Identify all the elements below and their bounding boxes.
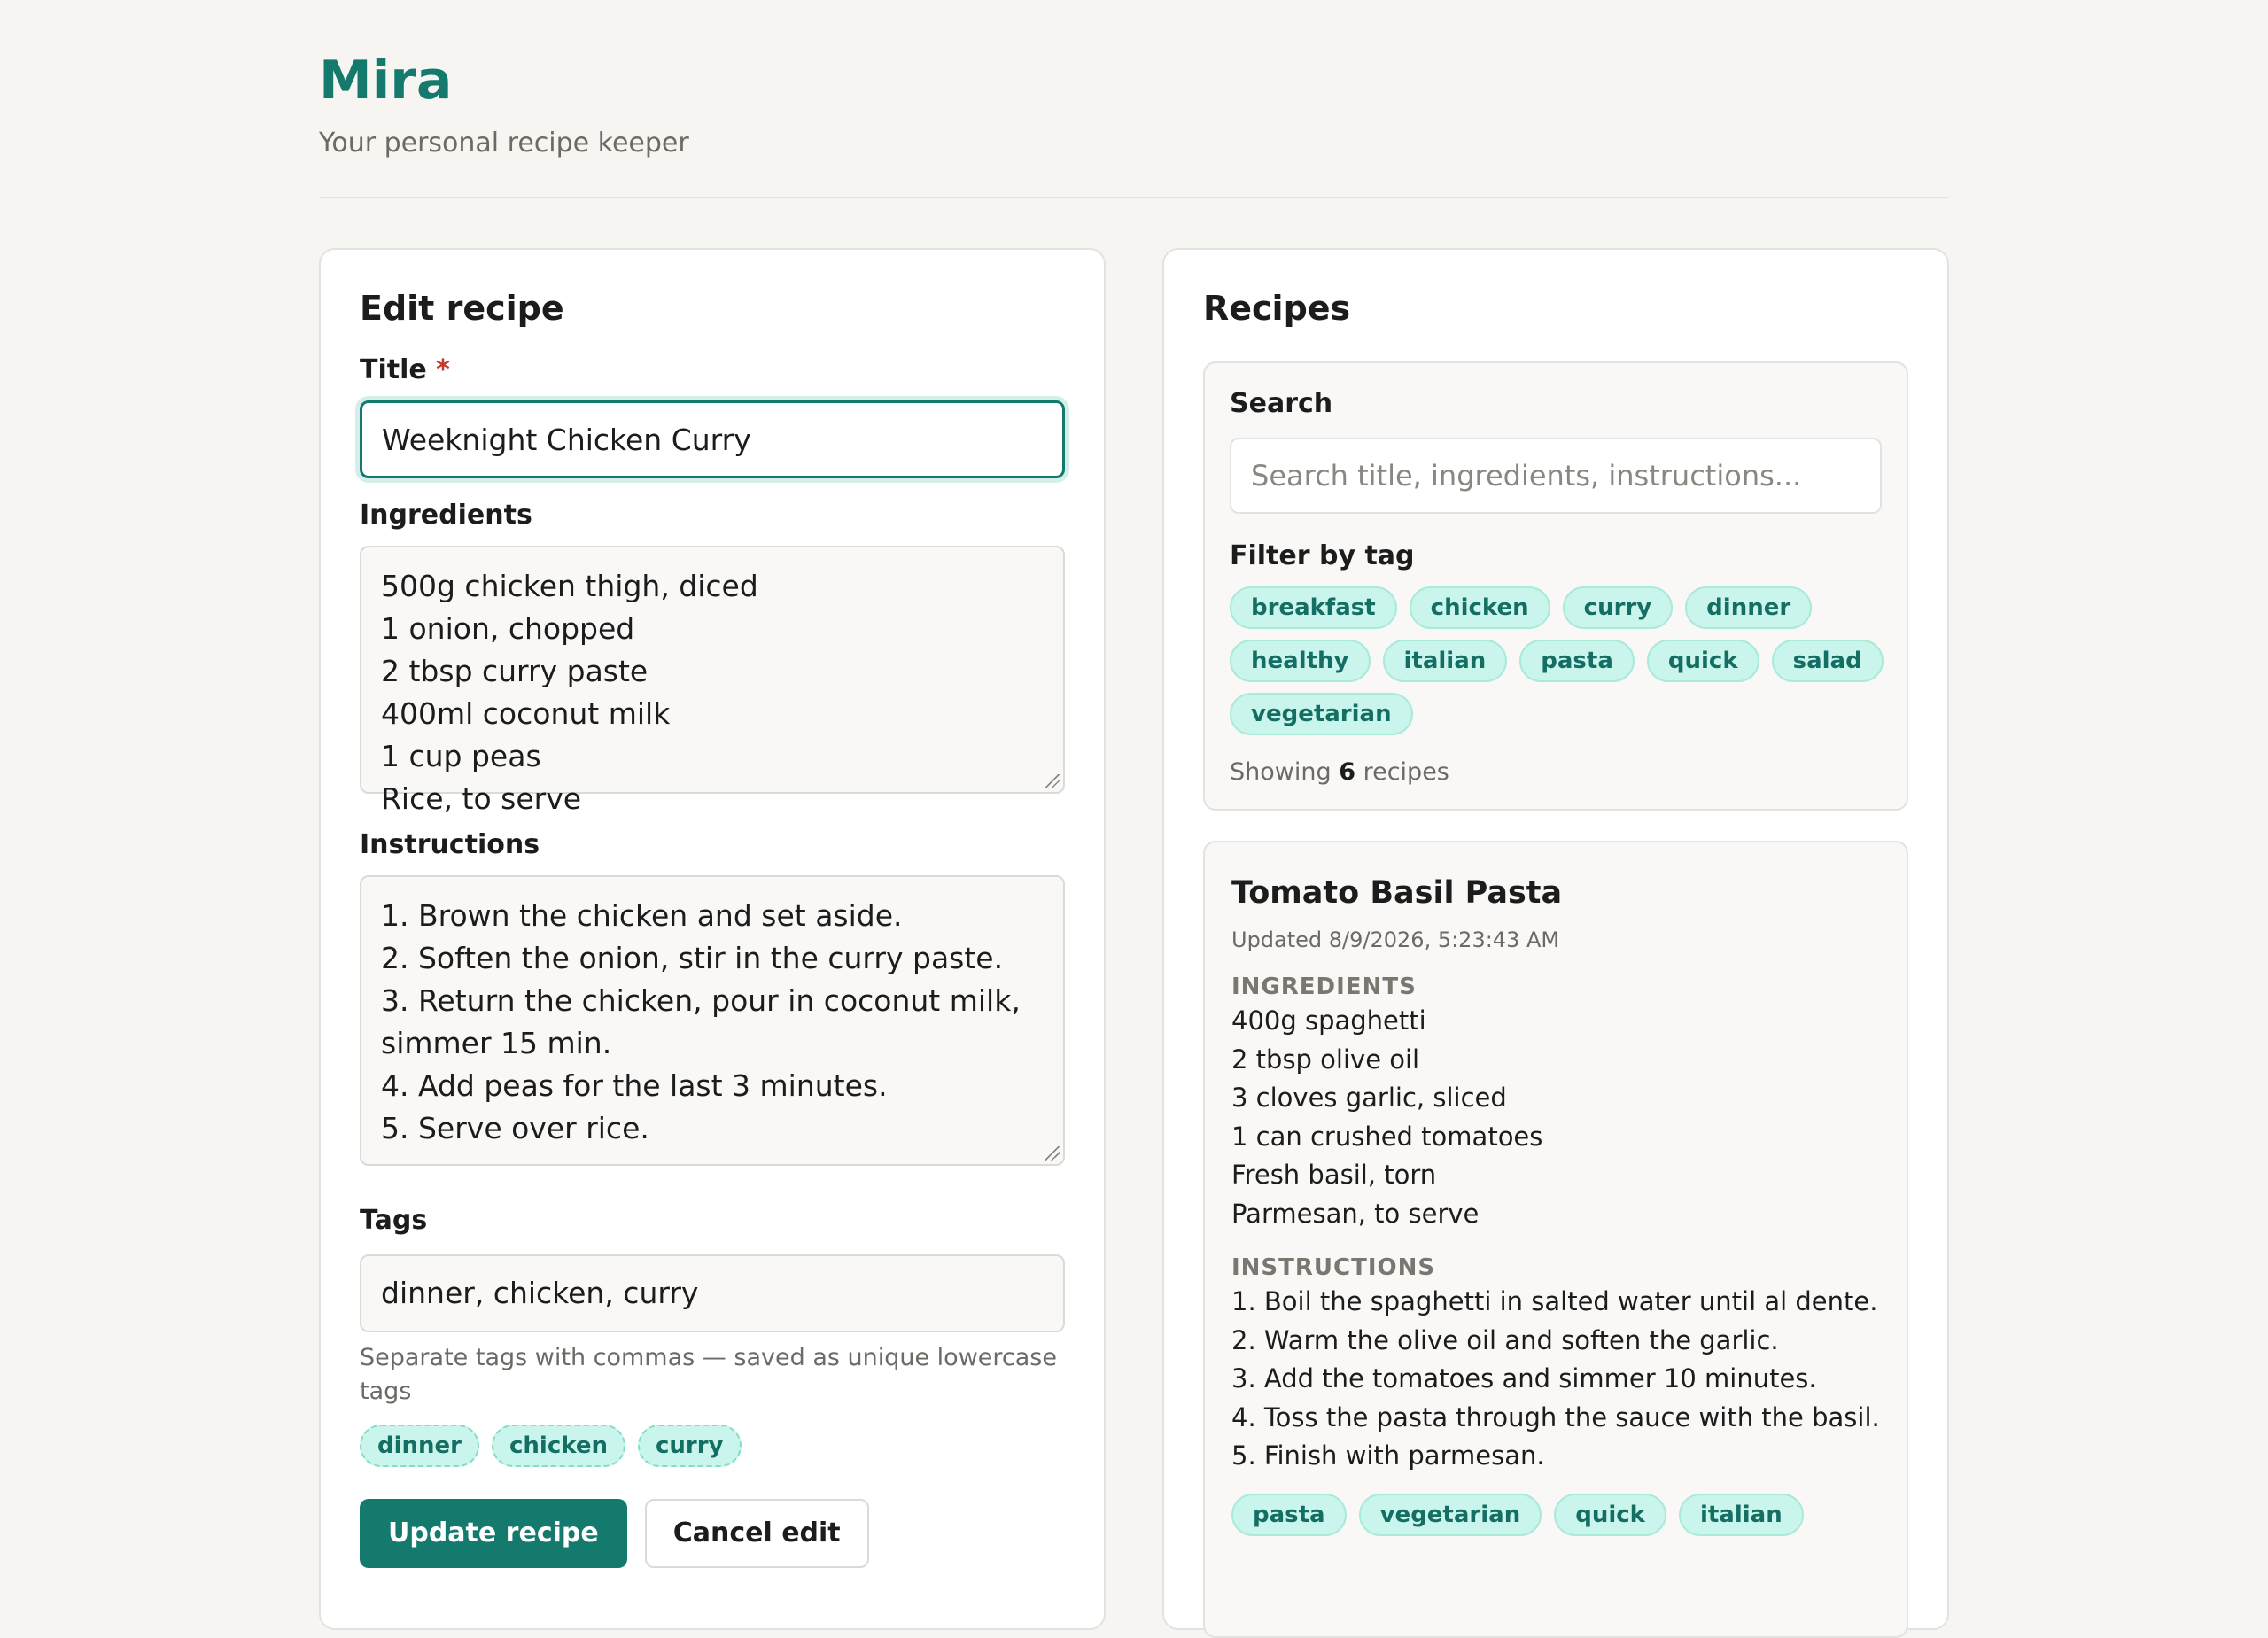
recipe-ingredient: 3 cloves garlic, sliced — [1231, 1083, 1507, 1113]
instructions-label: Instructions — [360, 829, 540, 860]
recipe-title: Tomato Basil Pasta — [1231, 875, 1563, 911]
update-recipe-button[interactable]: Update recipe — [360, 1499, 627, 1568]
required-mark: * — [436, 354, 450, 385]
recipes-card — [1162, 248, 1949, 1630]
resize-grip-icon[interactable] — [1045, 774, 1060, 788]
recipe-tag-chip[interactable]: pasta — [1231, 1494, 1347, 1536]
recipe-ingredient: Parmesan, to serve — [1231, 1198, 1480, 1229]
recipes-heading: Recipes — [1203, 289, 1351, 328]
filter-label: Filter by tag — [1230, 540, 1415, 571]
tag-filter-chip[interactable]: quick — [1647, 640, 1759, 682]
tag-filter-chip[interactable]: chicken — [1410, 586, 1550, 629]
ingredients-line: 2 tbsp curry paste — [381, 654, 649, 688]
count-prefix: Showing — [1230, 758, 1332, 786]
ingredients-line: 400ml coconut milk — [381, 696, 671, 731]
ingredients-line: Rice, to serve — [381, 781, 582, 816]
edit-recipe-heading: Edit recipe — [360, 289, 564, 328]
app-subtitle: Your personal recipe keeper — [319, 128, 689, 159]
recipe-ingredient: 1 can crushed tomatoes — [1231, 1121, 1543, 1152]
recipe-instruction: 1. Boil the spaghetti in salted water until al dente. — [1231, 1286, 1878, 1316]
form-actions — [360, 1499, 1065, 1568]
tags-label: Tags — [360, 1205, 428, 1236]
recipe-updated: Updated 8/9/2026, 5:23:43 AM — [1231, 928, 1560, 952]
recipe-tags — [1231, 1494, 1880, 1536]
tag-filter-chip[interactable]: salad — [1772, 640, 1884, 682]
tag-filter-chip[interactable]: breakfast — [1230, 586, 1397, 629]
tag-filter-chip[interactable]: curry — [1563, 586, 1674, 629]
recipe-ingredient: 2 tbsp olive oil — [1231, 1044, 1420, 1075]
recipe-ingredient: Fresh basil, torn — [1231, 1160, 1437, 1190]
count-value: 6 — [1339, 758, 1355, 786]
instructions-textarea[interactable] — [360, 875, 1065, 1166]
edit-recipe-card — [319, 248, 1106, 1630]
ingredients-line: 500g chicken thigh, diced — [381, 569, 758, 603]
count-suffix: recipes — [1363, 758, 1449, 786]
tag-filter-chip[interactable]: vegetarian — [1230, 693, 1413, 735]
instructions-line: 5. Serve over rice. — [381, 1111, 649, 1145]
tag-filter-chip[interactable]: italian — [1383, 640, 1508, 682]
instructions-line: 3. Return the chicken, pour in coconut milk, — [381, 983, 1021, 1018]
tag-filter-list — [1230, 586, 1885, 735]
recipe-ingredient: 400g spaghetti — [1231, 1005, 1426, 1036]
instructions-line: 2. Soften the onion, stir in the curry paste. — [381, 941, 1004, 975]
search-input[interactable]: Search title, ingredients, instructions... — [1230, 438, 1882, 514]
title-input[interactable]: Weeknight Chicken Curry — [360, 400, 1065, 478]
app-title: Mira — [319, 50, 453, 112]
resize-grip-icon[interactable] — [1045, 1146, 1060, 1161]
recipe-tag-chip[interactable]: vegetarian — [1359, 1494, 1542, 1536]
recipe-instruction: 5. Finish with parmesan. — [1231, 1440, 1545, 1471]
recipe-count — [1230, 758, 1882, 786]
instructions-line: 4. Add peas for the last 3 minutes. — [381, 1068, 888, 1103]
tags-input[interactable]: dinner, chicken, curry — [360, 1254, 1065, 1332]
title-label-text: Title — [360, 354, 427, 385]
ingredients-textarea[interactable] — [360, 546, 1065, 816]
header-divider — [319, 197, 1949, 198]
recipe-tag-chip[interactable]: italian — [1679, 1494, 1804, 1536]
instructions-line: 1. Brown the chicken and set aside. — [381, 898, 903, 933]
tag-filter-chip[interactable]: dinner — [1685, 586, 1812, 629]
recipe-instruction: 4. Toss the pasta through the sauce with the basil. — [1231, 1401, 1880, 1432]
ingredients-label: Ingredients — [360, 500, 532, 531]
app-header — [319, 46, 1949, 159]
search-panel — [1203, 361, 1908, 811]
title-label — [360, 353, 1065, 388]
recipe-instruction: 2. Warm the olive oil and soften the garlic. — [1231, 1324, 1779, 1355]
tag-preview-chip: curry — [638, 1425, 742, 1467]
cancel-edit-button[interactable]: Cancel edit — [645, 1499, 869, 1568]
instructions-section-head: INSTRUCTIONS — [1231, 1254, 1436, 1281]
ingredients-line: 1 onion, chopped — [381, 611, 635, 646]
tag-filter-chip[interactable]: pasta — [1519, 640, 1635, 682]
recipe-card — [1203, 841, 1908, 1638]
tag-preview — [360, 1425, 1065, 1467]
recipe-instruction: 3. Add the tomatoes and simmer 10 minutes. — [1231, 1363, 1817, 1393]
tag-preview-chip: chicken — [492, 1425, 625, 1467]
ingredients-section-head: INGREDIENTS — [1231, 974, 1417, 1000]
ingredients-line: 1 cup peas — [381, 739, 541, 773]
search-label: Search — [1230, 388, 1333, 419]
tag-filter-chip[interactable]: healthy — [1230, 640, 1371, 682]
recipe-tag-chip[interactable]: quick — [1554, 1494, 1666, 1536]
tag-preview-chip: dinner — [360, 1425, 479, 1467]
instructions-line: simmer 15 min. — [381, 1026, 612, 1060]
tags-hint: Separate tags with commas — saved as unique lowercase tags — [360, 1344, 1057, 1405]
